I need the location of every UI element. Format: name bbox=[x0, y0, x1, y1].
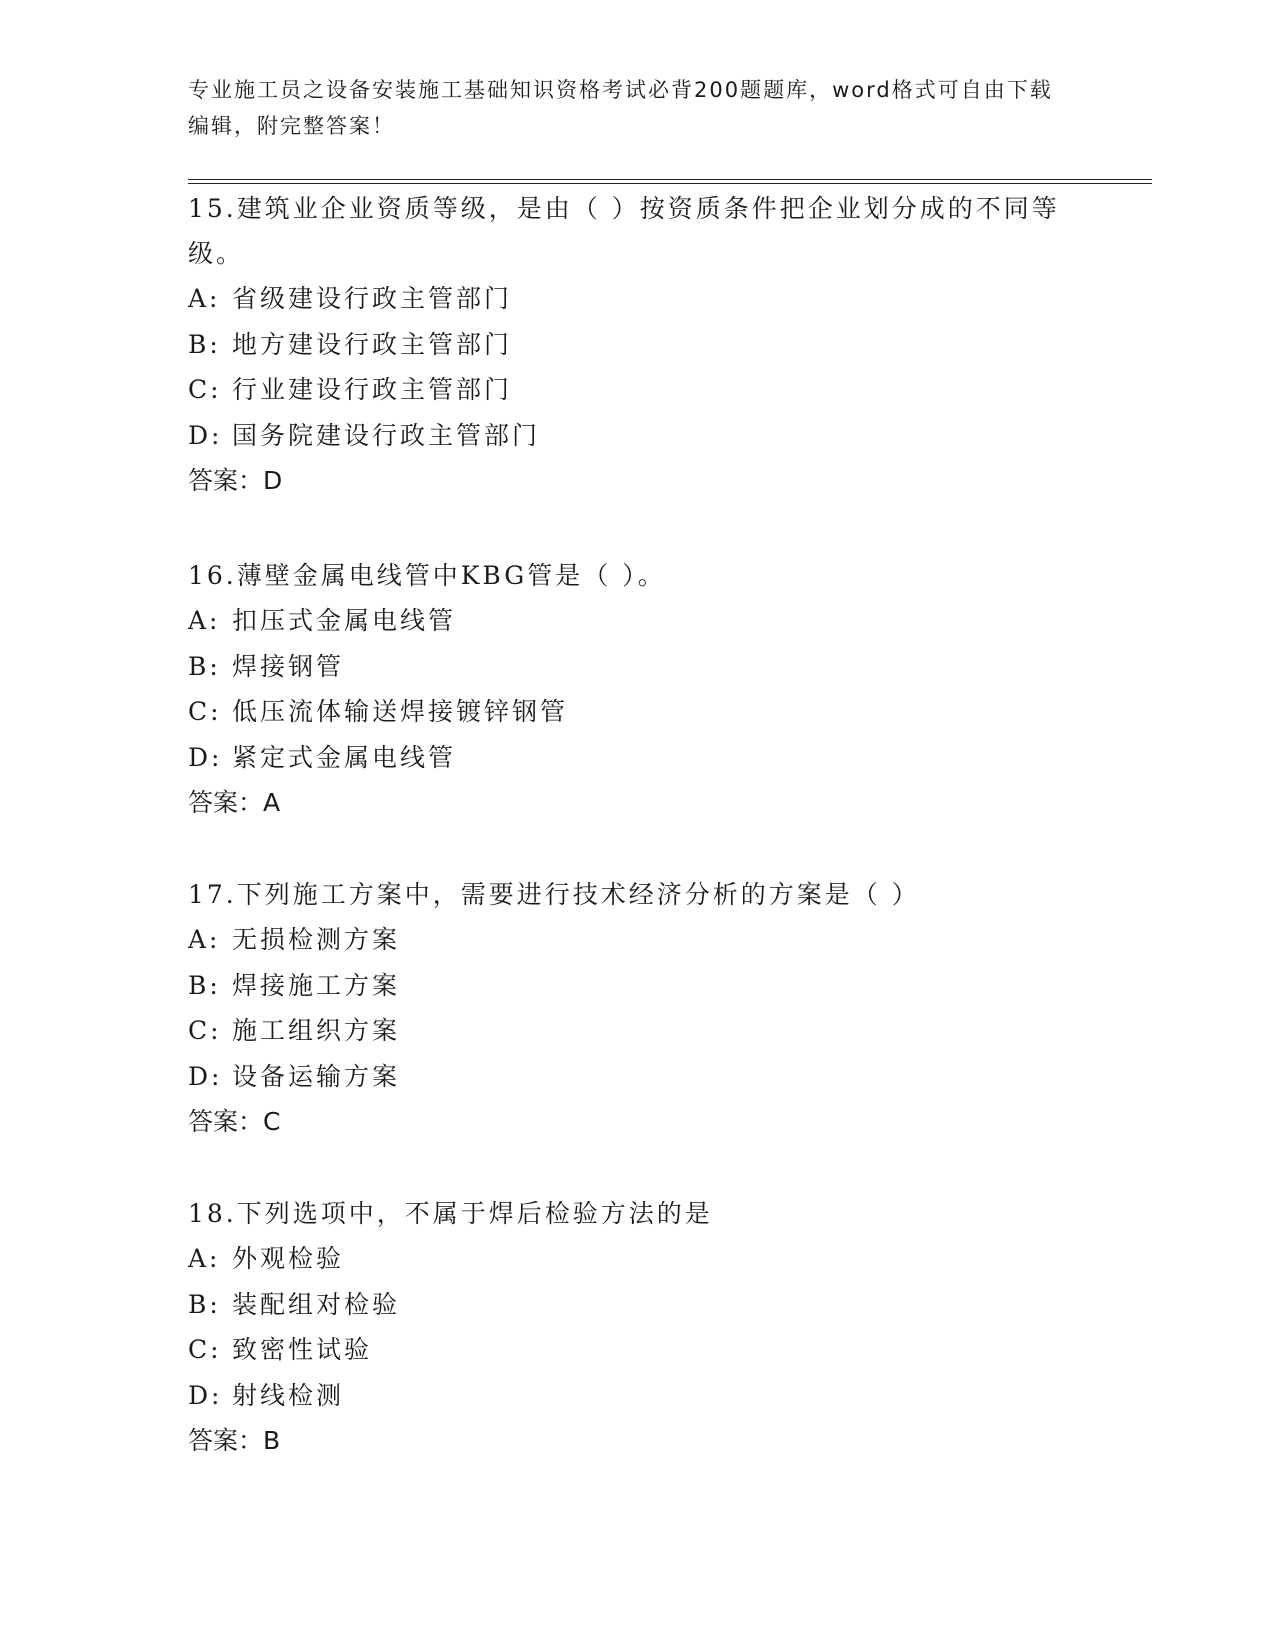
option-d bbox=[188, 1373, 1088, 1419]
option-text: 低压流体输送焊接镀锌钢管 bbox=[232, 697, 569, 726]
option-text: 国务院建设行政主管部门 bbox=[232, 420, 541, 450]
header-divider-bottom bbox=[188, 183, 1152, 184]
option-text: 地方建设行政主管部门 bbox=[232, 329, 513, 359]
option-c bbox=[188, 1008, 1088, 1054]
option-b bbox=[188, 1282, 1088, 1328]
answer-line: 答案：A bbox=[188, 788, 281, 817]
option-c bbox=[188, 1327, 1088, 1373]
option-d bbox=[188, 1054, 1088, 1100]
header-divider-top bbox=[188, 179, 1152, 180]
answer-line: 答案：D bbox=[188, 466, 283, 495]
option-d bbox=[188, 735, 1088, 781]
option-letter: C: bbox=[188, 697, 222, 726]
option-c bbox=[188, 367, 1088, 413]
question-title: 17.下列施工方案中，需要进行技术经济分析的方案是（ ） bbox=[188, 880, 920, 909]
option-a bbox=[188, 917, 1088, 963]
answer-line: 答案：C bbox=[188, 1107, 281, 1136]
option-letter: A: bbox=[188, 1244, 221, 1273]
option-a bbox=[188, 1236, 1088, 1282]
option-letter: D: bbox=[188, 742, 223, 772]
option-letter: A: bbox=[188, 606, 221, 635]
option-letter: B: bbox=[188, 651, 221, 681]
option-letter: C: bbox=[188, 1016, 222, 1045]
option-text: 扣压式金属电线管 bbox=[232, 606, 457, 635]
option-letter: D: bbox=[188, 1061, 223, 1091]
question-title: 15.建筑业企业资质等级，是由（ ）按资质条件把企业划分成的不同等级。 bbox=[188, 194, 1060, 268]
option-text: 焊接钢管 bbox=[232, 651, 345, 681]
option-letter: A: bbox=[188, 925, 221, 954]
option-letter: B: bbox=[188, 329, 221, 359]
option-text: 施工组织方案 bbox=[232, 1016, 401, 1045]
option-text: 射线检测 bbox=[232, 1380, 345, 1410]
option-text: 焊接施工方案 bbox=[232, 970, 401, 1000]
option-text: 无损检测方案 bbox=[232, 925, 401, 954]
option-text: 外观检验 bbox=[232, 1244, 345, 1273]
question-title: 18.下列选项中，不属于焊后检验方法的是 bbox=[188, 1199, 713, 1228]
option-letter: D: bbox=[188, 420, 223, 450]
option-b bbox=[188, 963, 1088, 1009]
option-text: 设备运输方案 bbox=[232, 1061, 401, 1091]
option-a bbox=[188, 276, 1088, 322]
option-text: 省级建设行政主管部门 bbox=[232, 284, 513, 313]
question-title: 16.薄壁金属电线管中KBG管是（ ）。 bbox=[188, 561, 666, 590]
option-letter: C: bbox=[188, 1335, 222, 1364]
option-c bbox=[188, 689, 1088, 735]
question-17 bbox=[188, 872, 1088, 1144]
question-16 bbox=[188, 553, 1088, 825]
answer-line: 答案：B bbox=[188, 1426, 281, 1455]
document-header: 专业施工员之设备安装施工基础知识资格考试必背200题题库，word格式可自由下载编辑，附完整答案！ bbox=[188, 78, 1053, 138]
option-letter: B: bbox=[188, 1289, 221, 1319]
option-letter: C: bbox=[188, 375, 222, 404]
option-text: 紧定式金属电线管 bbox=[232, 742, 457, 772]
option-text: 行业建设行政主管部门 bbox=[232, 375, 513, 404]
option-text: 装配组对检验 bbox=[232, 1289, 401, 1319]
option-letter: D: bbox=[188, 1380, 223, 1410]
option-b bbox=[188, 644, 1088, 690]
option-letter: A: bbox=[188, 284, 221, 313]
question-18 bbox=[188, 1191, 1088, 1463]
option-a bbox=[188, 598, 1088, 644]
option-b bbox=[188, 322, 1088, 368]
question-15 bbox=[188, 186, 1088, 503]
option-text: 致密性试验 bbox=[232, 1335, 373, 1364]
option-letter: B: bbox=[188, 970, 221, 1000]
option-d bbox=[188, 413, 1088, 459]
